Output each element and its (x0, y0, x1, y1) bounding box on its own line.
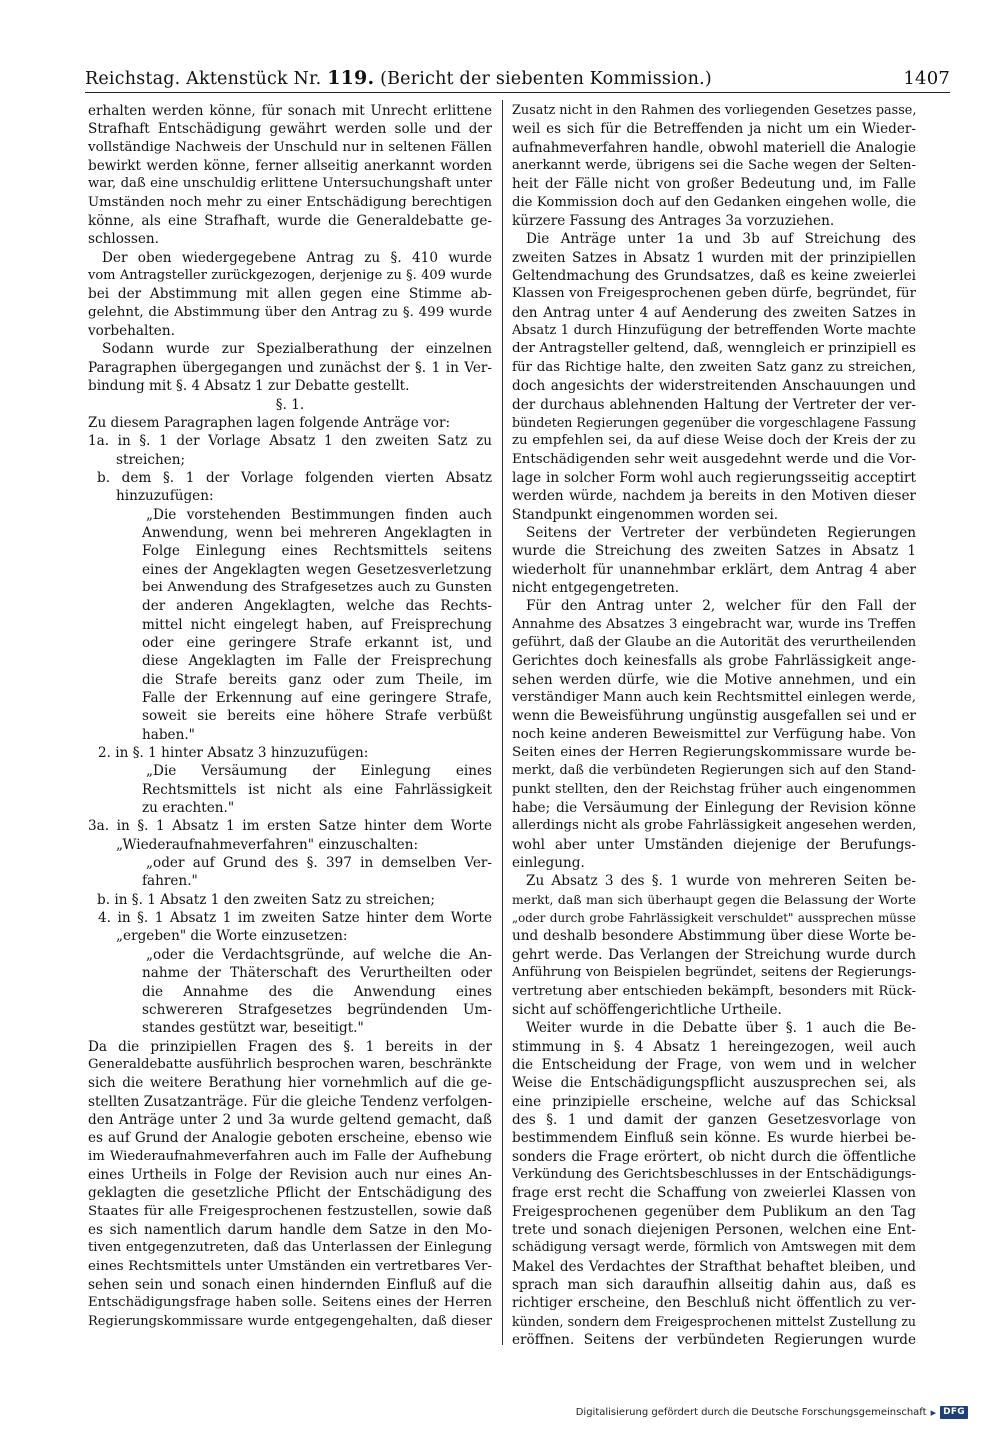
text-line: der durchaus ablehnenden Haltung der Vertreter der ver- (512, 396, 916, 413)
text-line: Gerichtes doch keinesfalls als grobe Fahrlässigkeit ange- (512, 653, 916, 670)
text-line: Annahme des Absatzes 3 eingebracht war, wurde ins Treffen (512, 616, 916, 632)
text-line: fahren." (142, 873, 198, 890)
text-line: Sodann wurde zur Spezialberathung der einzelnen (102, 341, 492, 358)
text-line: „oder die Verdachtsgründe, auf welche die An- (146, 946, 492, 963)
text-line: Die Anträge unter 1a und 3b auf Streichung des (526, 231, 916, 248)
text-line: des §. 1 und damit der ganzen Gesetzesvorlage von (512, 1111, 916, 1128)
text-line: zweiten Satzes in Absatz 1 wurden mit der prinzipiellen (512, 249, 916, 266)
text-line: doch angesichts der widerstreitenden Anschauungen und (512, 378, 916, 395)
text-line: Generaldebatte ausführlich besprochen waren, beschränkte (88, 1056, 492, 1072)
text-line: könne, als eine Strafhaft, wurde die Generaldebatte ge- (88, 213, 492, 230)
text-line: anerkannt werde, übrigens sei die Sache wegen der Selten- (512, 158, 916, 174)
text-line: 4. in §. 1 Absatz 1 im zweiten Satze hinter dem Worte (98, 910, 492, 927)
right-column (512, 102, 916, 1349)
text-line: Anführung von Beispielen begründet, seitens der Regierungs- (512, 965, 916, 981)
text-line: nahme der Thäterschaft des Verurtheilten oder (142, 965, 492, 982)
text-line: war, daß eine unschuldig erlittene Untersuchungshaft unter (88, 176, 492, 192)
text-line: den Antrag unter 4 auf Aenderung des zweiten Satzes in (512, 304, 916, 321)
text-line: vertretung aber entschieden bekämpft, besonders mit Rück- (512, 983, 916, 999)
text-line: die Annahme des die Anwendung eines (142, 983, 492, 1000)
text-line: „Die Versäumung der Einlegung eines (146, 763, 492, 780)
text-line: Paragraphen übergegangen und zunächst der §. 1 in Ver- (88, 359, 492, 376)
text-line: es auf Grund der Analogie geboten erscheine, ebenso wie (88, 1130, 492, 1147)
text-line: oder eine geringere Strafe erkannt ist, und (142, 634, 492, 651)
text-line: heit der Fälle nicht von großer Bedeutung und, im Falle (512, 176, 916, 193)
text-line: „Die vorstehenden Bestimmungen finden auch (146, 506, 492, 523)
text-line: Umständen noch mehr zu einer Entschädigung berechtigen (88, 194, 492, 210)
text-line: Standpunkt eingenommen worden sei. (512, 506, 779, 523)
text-line: tiven entgegenzutreten, daß das Unterlassen der Einlegung (88, 1240, 492, 1256)
text-line: sich die weitere Berathung hier vornehmlich auf die ge- (88, 1075, 492, 1092)
text-line: schwereren Strafgesetzes begründenden Um- (142, 1001, 492, 1018)
text-line: habe; die Versäumung der Einlegung der Revision könne (512, 800, 916, 817)
text-line: merkt, daß die verbündeten Regierungen sich auf den Stand- (512, 763, 916, 779)
text-line: diese Angeklagten im Falle der Freisprechung (142, 653, 492, 670)
text-line: gelehnt, die Abstimmung über den Antrag zu §. 499 wurde (88, 304, 492, 320)
text-line: schädigung versagt werde, förmlich von Amtswegen mit dem (512, 1240, 916, 1256)
text-line: Freigesprochenen gegenüber dem Publikum an den Tag (512, 1203, 916, 1220)
text-line: wenn die Beweisführung ungünstig ausgefallen sei und er (512, 708, 916, 725)
text-line: eines der Angeklagten wegen Gesetzesverletzung (142, 561, 492, 578)
text-line: „ergeben" die Worte einzusetzen: (116, 928, 348, 945)
text-line: Regierungskommissare wurde entgegengehalten, daß dieser (88, 1313, 492, 1329)
text-line: mittel nicht eingelegt haben, auf Freisprechung (142, 616, 492, 633)
text-line: es sich namentlich darum handle dem Satze in den Mo- (88, 1221, 492, 1238)
text-line: geführt, daß der Glaube an die Autorität des verurtheilenden (512, 634, 916, 650)
text-line: b. in §. 1 Absatz 1 den zweiten Satz zu streichen; (97, 891, 435, 908)
header-right: (Bericht der siebenten Kommission.) (380, 69, 712, 89)
text-line: der anderen Angeklagten, welche das Rechts- (142, 598, 492, 615)
text-line: die Entscheidung der Frage, von wem und in welcher (512, 1056, 916, 1073)
text-line: eines Urtheils in Folge der Revision auch nur eines An- (88, 1166, 492, 1183)
text-line: noch keine anderen Beweismittel zur Verfügung habe. Von (512, 726, 916, 742)
text-line: „Wiederaufnahmeverfahren" einzuschalten: (116, 836, 419, 853)
header-left: Reichstag. Aktenstück Nr. (85, 69, 322, 89)
text-line: künden, sondern dem Freigesprochenen mittelst Zustellung zu (512, 1313, 916, 1329)
text-line: Anwendung, wenn bei mehreren Angeklagten in (142, 524, 492, 541)
text-line: zu erachten." (142, 800, 235, 817)
text-line: sprach man sich daraufhin allseitig dahin aus, daß es (512, 1277, 916, 1293)
text-line: sehen werden dürfe, wie die Motive annehmen, und ein (512, 671, 916, 688)
text-line: Makel des Verdachtes der Strafthat behaftet bleiben, und (512, 1258, 916, 1275)
text-line: Falle der Erkennung auf eine geringere Strafe, (142, 690, 492, 706)
column-divider (502, 100, 503, 1345)
text-line: zu empfehlen sei, da auf diese Weise doch der Kreis der zu (512, 433, 916, 449)
text-line: haben." (142, 726, 195, 743)
text-line: bündeten Regierungen gegenüber die vorgeschlagene Fassung (512, 414, 916, 430)
text-line: der Antragsteller geltend, daß, wenngleich er prinzipiell es (512, 341, 916, 357)
text-line: allerdings nicht als grobe Fahrlässigkeit angesehen werden, (512, 818, 916, 834)
dfg-logo-icon: DFG (940, 1406, 968, 1419)
text-line: den Anträge unter 2 und 3a wurde geltend gemacht, daß (88, 1111, 492, 1128)
text-line: Entschädigenden sehr weit ausgedehnt werde und die Vor- (512, 451, 916, 467)
text-line: wurde die Streichung des zweiten Satzes in Absatz 1 (512, 543, 916, 560)
text-line: Zu diesem Paragraphen lagen folgende Anträge vor: (88, 414, 451, 431)
text-line: sonders die Frage erörtert, ob nicht durch die öffentliche (512, 1148, 916, 1165)
text-line: lage in solcher Form wohl auch regierungsseitig acceptirt (512, 469, 916, 486)
text-line: gehrt werde. Das Verlangen der Streichung wurde durch (512, 946, 916, 963)
text-line: Seitens der Vertreter der verbündeten Regierungen (526, 524, 916, 541)
text-line: Weise die Entschädigungspflicht auszusprechen sei, als (512, 1075, 916, 1092)
text-line: bindung mit §. 4 Absatz 1 zur Debatte gestellt. (88, 378, 410, 395)
text-line: bewirkt werden könne, ferner allseitig anerkannt worden (88, 158, 492, 175)
text-line: bei der Abstimmung mit allen gegen eine Stimme ab- (88, 286, 492, 303)
text-line: Geltendmachung des Grundsatzes, daß es keine zweierlei (512, 268, 916, 285)
text-line: die Strafe bereits ganz oder zum Theile, im (142, 671, 492, 688)
text-line: sehen sein und sonach einen hindernden Einfluß auf die (88, 1277, 492, 1293)
left-column (88, 102, 492, 1331)
text-line: Strafhaft Entschädigung gewährt werden solle und der (88, 121, 492, 138)
text-line: „oder durch grobe Fahrlässigkeit verschuldet" aussprechen müsse (512, 911, 916, 926)
text-line: Zusatz nicht in den Rahmen des vorliegenden Gesetzes passe, (512, 103, 916, 118)
text-line: Folge Einlegung eines Rechtsmittels seitens (142, 543, 492, 560)
text-line: wiederholt für unannehmbar erklärt, dem Antrag 4 aber (512, 561, 916, 578)
text-line: wohl aber unter Umständen diejenige der Berufungs- (512, 836, 916, 853)
text-line: vollständige Nachweis der Unschuld nur in seltenen Fällen (88, 139, 492, 155)
header-title (85, 67, 712, 89)
text-line: werden würde, nachdem ja bereits in den Motiven dieser (512, 488, 916, 505)
text-line: 1a. in §. 1 der Vorlage Absatz 1 den zweiten Satz zu (88, 433, 492, 450)
text-line: soweit sie bereits eine höhere Strafe verbüßt (142, 708, 492, 725)
text-line: „oder auf Grund des §. 397 in demselben Ver- (146, 855, 492, 872)
text-line: standes gestützt war, beseitigt." (142, 1020, 364, 1037)
text-line: geklagten die gesetzliche Pflicht der Entschädigung des (88, 1185, 492, 1202)
text-line: hinzuzufügen: (116, 488, 214, 505)
text-line: Für den Antrag unter 2, welcher für den Fall der (526, 598, 916, 615)
text-line: für das Richtige halte, den zweiten Satz ganz zu streichen, (512, 359, 916, 375)
text-line: nicht entgegengetreten. (512, 579, 680, 596)
text-line: streichen; (116, 451, 186, 468)
text-line: eines Rechtsmittels unter Umständen ein vertretbares Ver- (88, 1258, 492, 1274)
text-line: Der oben wiedergegebene Antrag zu §. 410 wurde (102, 249, 492, 266)
header-rule (85, 92, 950, 93)
text-line: aufnahmeverfahren handle, obwohl materiell die Analogie (512, 139, 916, 156)
text-line: Seiten eines der Herren Regierungskommissare wurde be- (512, 745, 916, 761)
text-line: Staates für alle Freigesprochenen festzustellen, sowie daß (88, 1203, 492, 1219)
text-line: die Kommission doch auf den Gedanken eingehen wolle, die (512, 194, 916, 210)
text-line: Entschädigungsfrage haben solle. Seitens eines der Herren (88, 1295, 492, 1311)
text-line: 3a. in §. 1 Absatz 1 im ersten Satze hinter dem Worte (88, 818, 492, 835)
text-line: vorbehalten. (88, 323, 175, 340)
text-line: Verkündung des Gerichtsbeschlusses in der Entschädigungs- (512, 1166, 916, 1182)
text-line: punkt stellten, den der Reichstag früher auch eingenommen (512, 781, 916, 797)
text-line: eine prinzipielle erscheine, welche auf das Schicksal (512, 1093, 916, 1110)
page-number: 1407 (903, 68, 950, 89)
text-line: Zu Absatz 3 des §. 1 wurde von mehreren Seiten be- (526, 873, 916, 890)
text-line: Rechtsmittels ist nicht als eine Fahrlässigkeit (142, 781, 492, 798)
footer-text: Digitalisierung gefördert durch die Deutsche Forschungsgemeinschaft (575, 1406, 927, 1418)
page-header (85, 55, 950, 89)
text-line: verständiger Mann auch kein Rechtsmittel einlegen werde, (512, 690, 916, 705)
text-line: b. dem §. 1 der Vorlage folgenden vierten Absatz (97, 469, 492, 486)
text-line: im Wiederaufnahmeverfahren auch im Falle der Aufhebung (88, 1148, 492, 1164)
text-line: kürzere Fassung des Antrages 3a vorzuziehen. (512, 213, 835, 230)
text-line: bestimmendem Einfluß sein könne. Es wurde hierbei be- (512, 1130, 916, 1147)
footer-arrow-icon: ▸ (930, 1405, 937, 1419)
text-line: und deshalb besondere Abstimmung über diese Worte be- (512, 928, 916, 945)
text-line: merkt, daß man sich überhaupt gegen die Belassung der Worte (512, 891, 916, 907)
text-line: Klassen von Freigesprochenen geben dürfe, begründet, für (512, 286, 916, 302)
text-line: stellten Zusatzanträge. Für die gleiche Tendenz verfolgen- (88, 1093, 492, 1110)
text-line: 2. in §. 1 hinter Absatz 3 hinzuzufügen: (98, 745, 369, 762)
text-line: weil es sich für die Betreffenden ja nicht um ein Wieder- (512, 121, 916, 138)
text-line: §. 1. (275, 396, 305, 413)
text-line: stimmung in §. 4 Absatz 1 hereingezogen, weil auch (512, 1038, 916, 1055)
text-line: bei Anwendung des Strafgesetzes auch zu Gunsten (142, 579, 492, 595)
document-number: 119. (327, 67, 375, 89)
text-line: trete und sonach diejenigen Personen, welchen eine Ent- (512, 1221, 916, 1238)
digitization-footer (576, 1404, 968, 1420)
text-line: erhalten werden könne, für sonach mit Unrecht erlittene (88, 103, 492, 119)
text-line: frage erst recht die Schaffung von zweierlei Klassen von (512, 1185, 916, 1202)
text-line: schlossen. (88, 231, 159, 248)
text-line: eröffnen. Seitens der verbündeten Regierungen wurde (512, 1332, 916, 1349)
text-line: einlegung. (512, 855, 585, 872)
text-line: Da die prinzipiellen Fragen des §. 1 bereits in der (88, 1038, 492, 1055)
text-line: Absatz 1 durch Hinzufügung der betreffenden Worte machte (512, 323, 916, 339)
text-line: vom Antragsteller zurückgezogen, derjenige zu §. 409 wurde (88, 268, 492, 284)
text-line: richtiger erscheine, den Beschluß nicht öffentlich zu ver- (512, 1295, 916, 1312)
text-line: sicht auf schöffengerichtliche Urtheile. (512, 1001, 782, 1018)
text-line: Weiter wurde in die Debatte über §. 1 auch die Be- (526, 1020, 916, 1037)
